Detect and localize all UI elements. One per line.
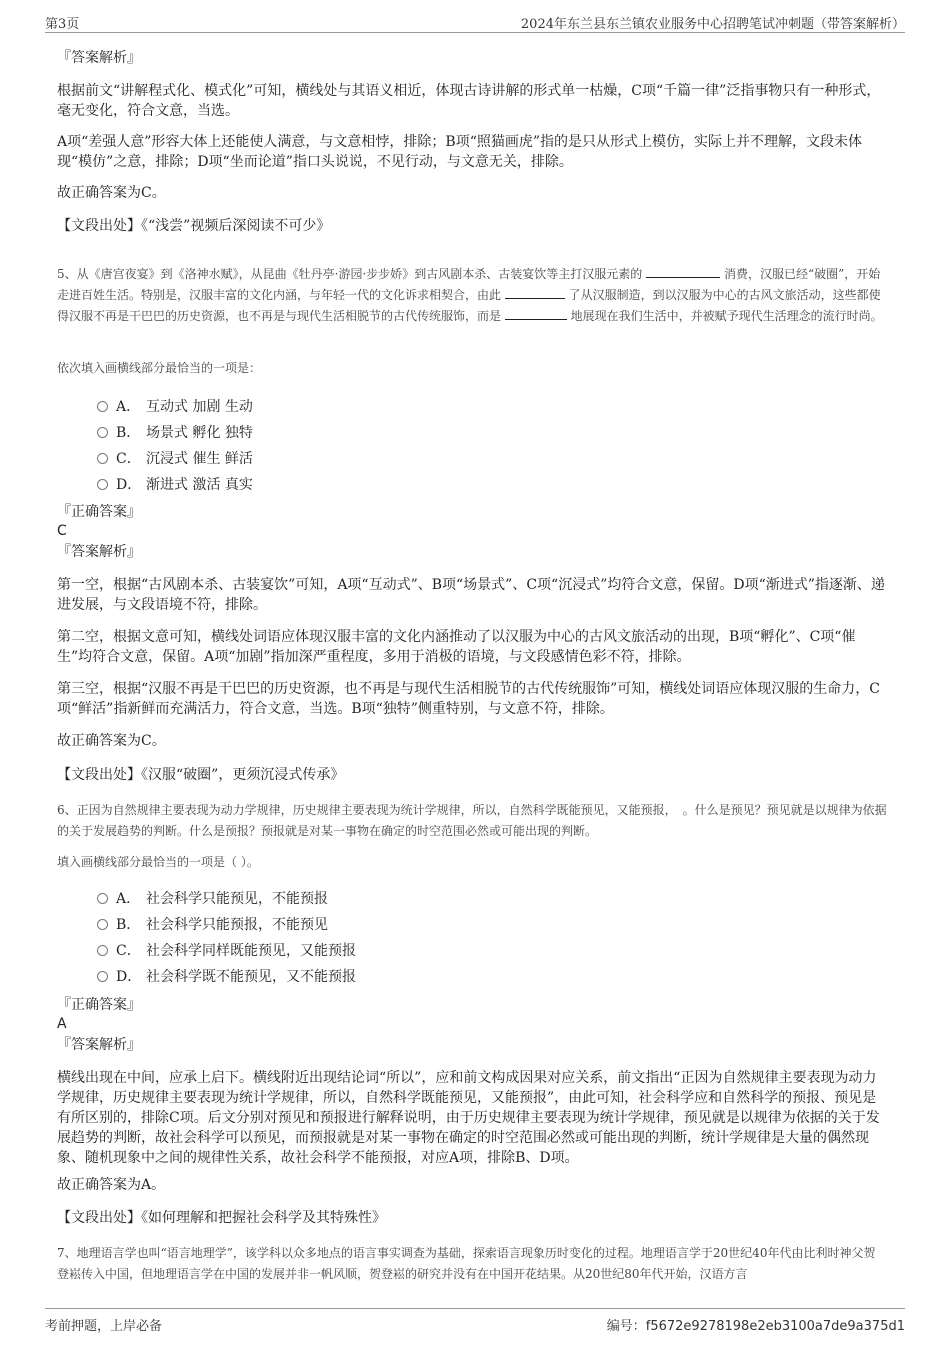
q5-analysis-p3: 第三空，根据“汉服不再是干巴巴的历史资源，也不再是与现代生活相脱节的古代传统服饰”可知，横线处词语应体现汉服的生命力，C项“鲜活”指新鲜而充满活力，符合文意，当选。B项“独特”侧重特别，与文意不符，排除。 (57, 681, 881, 717)
footer-slogan: 考前押题，上岸必备 (45, 1319, 163, 1334)
q5-stem-part-a: 5、从《唐宫夜宴》到《洛神水赋》，从昆曲《牡丹亭·游园·步步娇》到古风剧本杀、古装宴饮等主打汉服元素的 (57, 267, 643, 281)
q6-option-b[interactable]: B． 社会科学只能预报，不能预见 (97, 914, 328, 936)
q6-option-a[interactable]: A． 社会科学只能预见，不能预报 (97, 888, 328, 910)
q5-stem-part-d: 地展现在我们生活中，并被赋予现代生活理念的流行时尚。 (570, 309, 883, 323)
q5-blank-3 (505, 307, 567, 320)
page-number: 第3页 (45, 17, 80, 32)
q5-prompt: 依次填入画横线部分最恰当的一项是： (57, 361, 262, 375)
q4-analysis-p2: A项“差强人意”形容大体上还能使人满意，与文意相悖，排除；B项“照猫画虎”指的是只从形式上模仿，实际上并不理解，文段未体现“模仿”之意，排除；D项“坐而论道”指口头说说，不见行动，与文意无关，排除。 (57, 134, 863, 170)
q5-stem-part-b: 消费，汉服已经“破圈”，开始走进百姓生活。特别是，汉服丰富的文化内涵，与年轻一代的文化诉求相契合，由此 (57, 267, 881, 302)
q5-blank-2 (505, 286, 565, 299)
q6-answer-statement: 故正确答案为A。 (57, 1177, 166, 1193)
radio-icon[interactable] (97, 971, 108, 982)
q7-stem: 7、地理语言学也叫“语言地理学”，该学科以众多地点的语言事实调查为基础，探索语言现象历时变化的过程。地理语言学于20世纪40年代由比利时神父贺登崧传入中国，但地理语言学在中国的发展并非一帆风顺，贺登崧的研究并没有在中国开花结果。从20世纪80年代开始，汉语方言 (57, 1246, 876, 1281)
q6-source: 【文段出处】《如何理解和把握社会科学及其特殊性》 (57, 1210, 386, 1226)
footer-code-value: f5672e9278198e2eb3100a7de9a375d1 (645, 1319, 905, 1334)
footer-code-label: 编号： (606, 1319, 646, 1334)
radio-icon[interactable] (97, 427, 108, 438)
radio-icon[interactable] (97, 919, 108, 930)
q5-option-b[interactable]: B． 场景式 孵化 独特 (97, 422, 253, 444)
q4-analysis-label: 『答案解析』 (57, 50, 141, 66)
q4-source: 【文段出处】《“浅尝”视频后深阅读不可少》 (57, 218, 331, 234)
q5-analysis-p2: 第二空，根据文意可知，横线处词语应体现汉服丰富的文化内涵推动了以汉服为中心的古风文旅活动的出现，B项“孵化”、C项“催生”均符合文意，保留。A项“加剧”指加深严重程度，多用于消极的语境，与文段感情色彩不符，排除。 (57, 629, 856, 665)
q4-answer-statement: 故正确答案为C。 (57, 185, 166, 201)
q5-option-d[interactable]: D． 渐进式 激活 真实 (97, 474, 253, 496)
q4-analysis-p1: 根据前文“讲解程式化、模式化”可知，横线处与其语义相近，体现古诗讲解的形式单一枯燥，C项“千篇一律”泛指事物只有一种形式，毫无变化，符合文意，当选。 (57, 83, 881, 119)
radio-icon[interactable] (97, 479, 108, 490)
q5-option-c[interactable]: C． 沉浸式 催生 鲜活 (97, 448, 253, 470)
q5-answer-value: C (57, 523, 67, 539)
q5-answer-statement: 故正确答案为C。 (57, 733, 166, 749)
footer-code (607, 1315, 905, 1334)
page-footer (45, 1308, 905, 1333)
q6-stem: 6、正因为自然规律主要表现为动力学规律，历史规律主要表现为统计学规律，所以，自然科学既能预见，又能预报， 。什么是预见？预见就是以规律为依据的关于发展趋势的判断。什么是预报？预报就是对某一事物在确定的时空范围必然或可能出现的判断。 (57, 803, 887, 838)
document-title: 2024年东兰县东兰镇农业服务中心招聘笔试冲刺题（带答案解析） (520, 17, 905, 32)
q5-analysis-label: 『答案解析』 (57, 544, 141, 560)
page-header (45, 10, 905, 33)
q6-prompt: 填入画横线部分最恰当的一项是（ ）。 (57, 855, 259, 869)
radio-icon[interactable] (97, 453, 108, 464)
q5-stem-part-c: 了从汉服制造，到以汉服为中心的古风文旅活动，这些都使得汉服不再是干巴巴的历史资源，也不再是与现代生活相脱节的古代传统服饰，而是 (57, 288, 881, 323)
q5-stem (57, 264, 887, 327)
q6-analysis-p1: 横线出现在中间，应承上启下。横线附近出现结论词“所以”，应和前文构成因果对应关系，前文指出“正因为自然规律主要表现为动力学规律，历史规律主要表现为统计学规律，所以，自然科学既能预见，又能预报”，由此可知，社会科学应和自然科学的预报、预见是有所区别的，排除C项。后文分别对预见和预报进行解释说明，由于历史规律主要表现为统计学规律，预见就是以规律为依据的关于发展趋势的判断，故社会科学可以预见，而预报就是对某一事物在确定的时空范围必然或可能出现的判断，统计学规律是大量的偶然现象、随机现象中之间的规律性关系，故社会科学不能预报，对应A项，排除B、D项。 (57, 1070, 880, 1166)
q6-answer-value: A (57, 1016, 67, 1032)
q6-analysis-label: 『答案解析』 (57, 1037, 141, 1053)
q6-answer-label: 『正确答案』 (57, 997, 141, 1013)
q5-blank-1 (646, 265, 720, 278)
q5-option-a[interactable]: A． 互动式 加剧 生动 (97, 396, 253, 418)
radio-icon[interactable] (97, 401, 108, 412)
radio-icon[interactable] (97, 945, 108, 956)
q5-source: 【文段出处】《汉服“破圈”，更须沉浸式传承》 (57, 767, 345, 783)
q6-option-c[interactable]: C． 社会科学同样既能预见，又能预报 (97, 940, 356, 962)
q6-option-d[interactable]: D． 社会科学既不能预见，又不能预报 (97, 966, 356, 988)
q5-analysis-p1: 第一空，根据“古风剧本杀、古装宴饮”可知，A项“互动式”、B项“场景式”、C项“沉浸式”均符合文意，保留。D项“渐进式”指逐渐、递进发展，与文段语境不符，排除。 (57, 577, 885, 613)
radio-icon[interactable] (97, 893, 108, 904)
q5-answer-label: 『正确答案』 (57, 504, 141, 520)
